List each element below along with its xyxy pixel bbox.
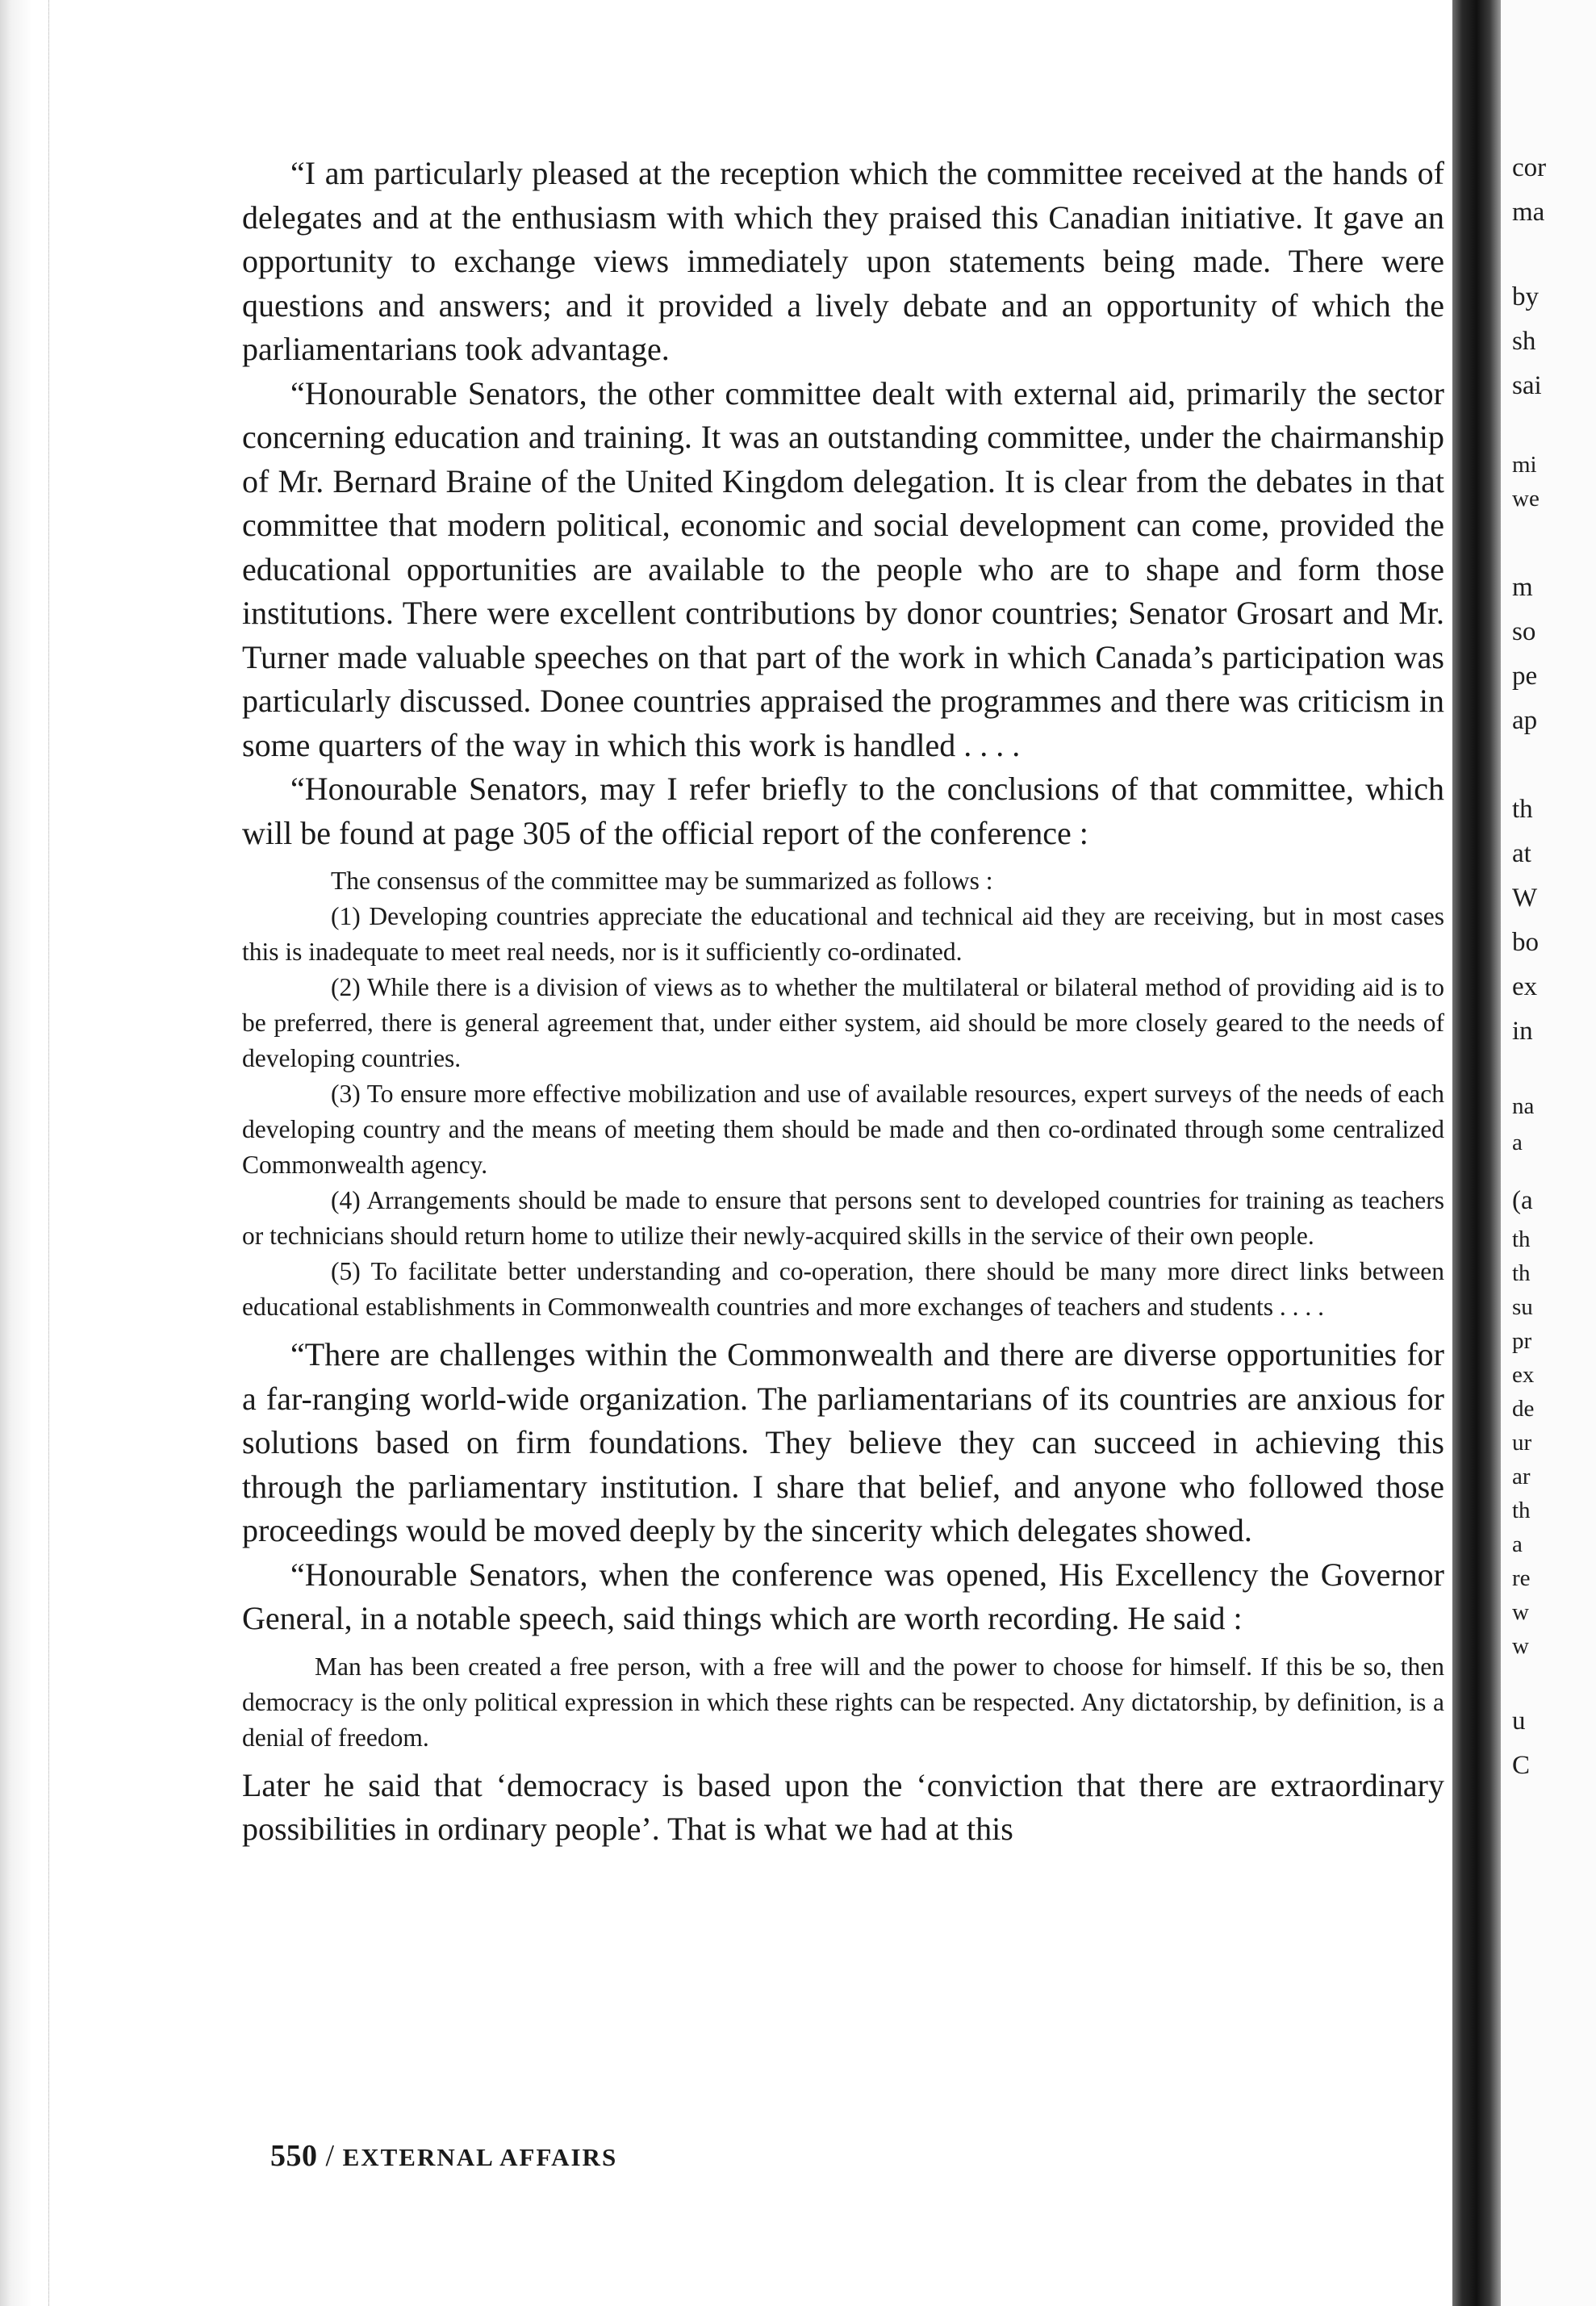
adjacent-text-fragment: a [1512,1531,1523,1557]
adjacent-text-fragment: w [1512,1599,1529,1625]
adjacent-text-fragment: de [1512,1396,1535,1422]
adjacent-text-fragment: ar [1512,1464,1531,1489]
adjacent-text-fragment: ma [1512,198,1545,227]
consensus-intro: The consensus of the committee may be summarized as follows : [331,867,993,895]
main-text-column [242,152,1444,1852]
page-number: 550 [270,2139,318,2173]
consensus-item-5: (5) To facilitate better understanding and co-operation, there should be many more direct links between educational establishments in Commonwealth countries and more exchanges of teachers and students . . . . [242,1257,1444,1321]
adjacent-text-fragment: W [1512,884,1538,913]
adjacent-text-fragment: at [1512,839,1531,868]
adjacent-text-fragment: th [1512,1226,1531,1252]
adjacent-text-fragment: su [1512,1294,1533,1320]
adjacent-text-fragment: pe [1512,662,1538,691]
adjacent-text-fragment: so [1512,617,1536,646]
adjacent-text-fragment: ap [1512,706,1538,735]
paragraph-democracy-conviction: Later he said that ‘democracy is based upon the ‘conviction that there are extraordinary possibilities in ordinary people’. That is what we had at this [242,1766,1444,1847]
publication-title: EXTERNAL AFFAIRS [342,2143,618,2171]
adjacent-text-fragment: a [1512,1130,1523,1155]
adjacent-text-fragment: in [1512,1017,1533,1046]
adjacent-text-fragment: sai [1512,371,1542,400]
adjacent-text-fragment: pr [1512,1328,1532,1354]
page-folio [270,2138,617,2174]
paragraph-external-aid-committee: “Honourable Senators, the other committee dealt with external aid, primarily the sector concerning education and training. It was an outstanding committee, under the chairmanship of Mr. Bernard Braine of the United Kingdom delegation. It is clear from the debates in that committee that modern political, economic and social development can come, provided the educational opportunities are available to the people who are to shape and form those institutions. There were excellent contributions by donor countries; Senator Grosart and Mr. Turner made valuable speeches on that part of the work in which Canada’s participation was particularly discussed. Donee countries appraised the programmes and there was criticism in some quarters of the way in which this work is handled . . . . [242,374,1444,763]
adjacent-text-fragment: (a [1512,1186,1533,1215]
paragraph-commonwealth-challenges: “There are challenges within the Commonwealth and there are diverse opportunities for a far-ranging world-wide organization. The parliamentarians of its countries are anxious for solutions based on firm foundations. They believe they can succeed in achieving this through the parliamentary institution. I share that belief, and anyone who followed those proceedings would be moved deeply by the sincerity which delegates showed. [242,1336,1444,1548]
adjacent-text-fragment: th [1512,1260,1531,1286]
adjacent-text-fragment: w [1512,1633,1529,1659]
adjacent-text-fragment: ex [1512,972,1538,1001]
adjacent-text-fragment: by [1512,282,1539,311]
adjacent-text-fragment: th [1512,795,1533,824]
governor-general-quotation [242,1649,1444,1756]
adjacent-text-fragment: na [1512,1093,1535,1119]
folio-separator: / [325,2139,335,2173]
adjacent-text-fragment: bo [1512,928,1539,957]
governor-general-quote-text: Man has been created a free person, with a free will and the power to choose for himself. If this be so, then democracy is the only political expression in which these rights can be respected. Any dictatorship, by definition, is a denial of freedom. [242,1652,1444,1752]
consensus-item-1: (1) Developing countries appreciate the educational and technical aid they are receiving, but in most cases this is inadequate to meet real needs, nor is it sufficiently co-ordinated. [242,902,1444,966]
consensus-item-4: (4) Arrangements should be made to ensure that persons sent to developed countries for training as teachers or technicians should return home to utilize their newly-acquired skills in the service of their own people. [242,1186,1444,1250]
adjacent-text-fragment: we [1512,486,1540,512]
adjacent-text-fragment: sh [1512,327,1536,356]
adjacent-text-fragment: u [1512,1707,1526,1736]
adjacent-text-fragment: cor [1512,153,1547,182]
adjacent-page-fragment [1501,0,1596,2306]
adjacent-text-fragment: m [1512,573,1533,602]
adjacent-text-fragment: ur [1512,1430,1532,1456]
adjacent-text-fragment: mi [1512,452,1537,478]
page-left-edge [0,0,49,2306]
adjacent-text-fragment: th [1512,1498,1531,1523]
consensus-quotation [242,863,1444,1325]
adjacent-text-fragment: C [1512,1751,1531,1780]
adjacent-text-fragment: ex [1512,1362,1535,1388]
adjacent-text-fragment: re [1512,1565,1531,1591]
paragraph-conclusions-reference: “Honourable Senators, may I refer briefly to the conclusions of that committee, which will be found at page 305 of the official report of the conference : [242,771,1444,851]
consensus-item-3: (3) To ensure more effective mobilization and use of available resources, expert surveys of the needs of each developing country and the means of meeting them should be made and then co-ordinated through some centralized Commonwealth agency. [242,1080,1444,1179]
paragraph-governor-general-speech: “Honourable Senators, when the conference was opened, His Excellency the Governor General, in a notable speech, said things which are worth recording. He said : [242,1556,1444,1636]
binding-gutter [1452,0,1501,2306]
consensus-item-2: (2) While there is a division of views as to whether the multilateral or bilateral method of providing aid is to be preferred, there is general agreement that, under either system, aid should be more closely geared to the needs of developing countries. [242,973,1444,1072]
paragraph-committee-reception: “I am particularly pleased at the reception which the committee received at the hands of delegates and at the enthusiasm with which they praised this Canadian initiative. It gave an opportunity to exchange views immediately upon statements being made. There were questions and answers; and it provided a lively debate and an opportunity of which the parliamentarians took advantage. [242,155,1444,367]
